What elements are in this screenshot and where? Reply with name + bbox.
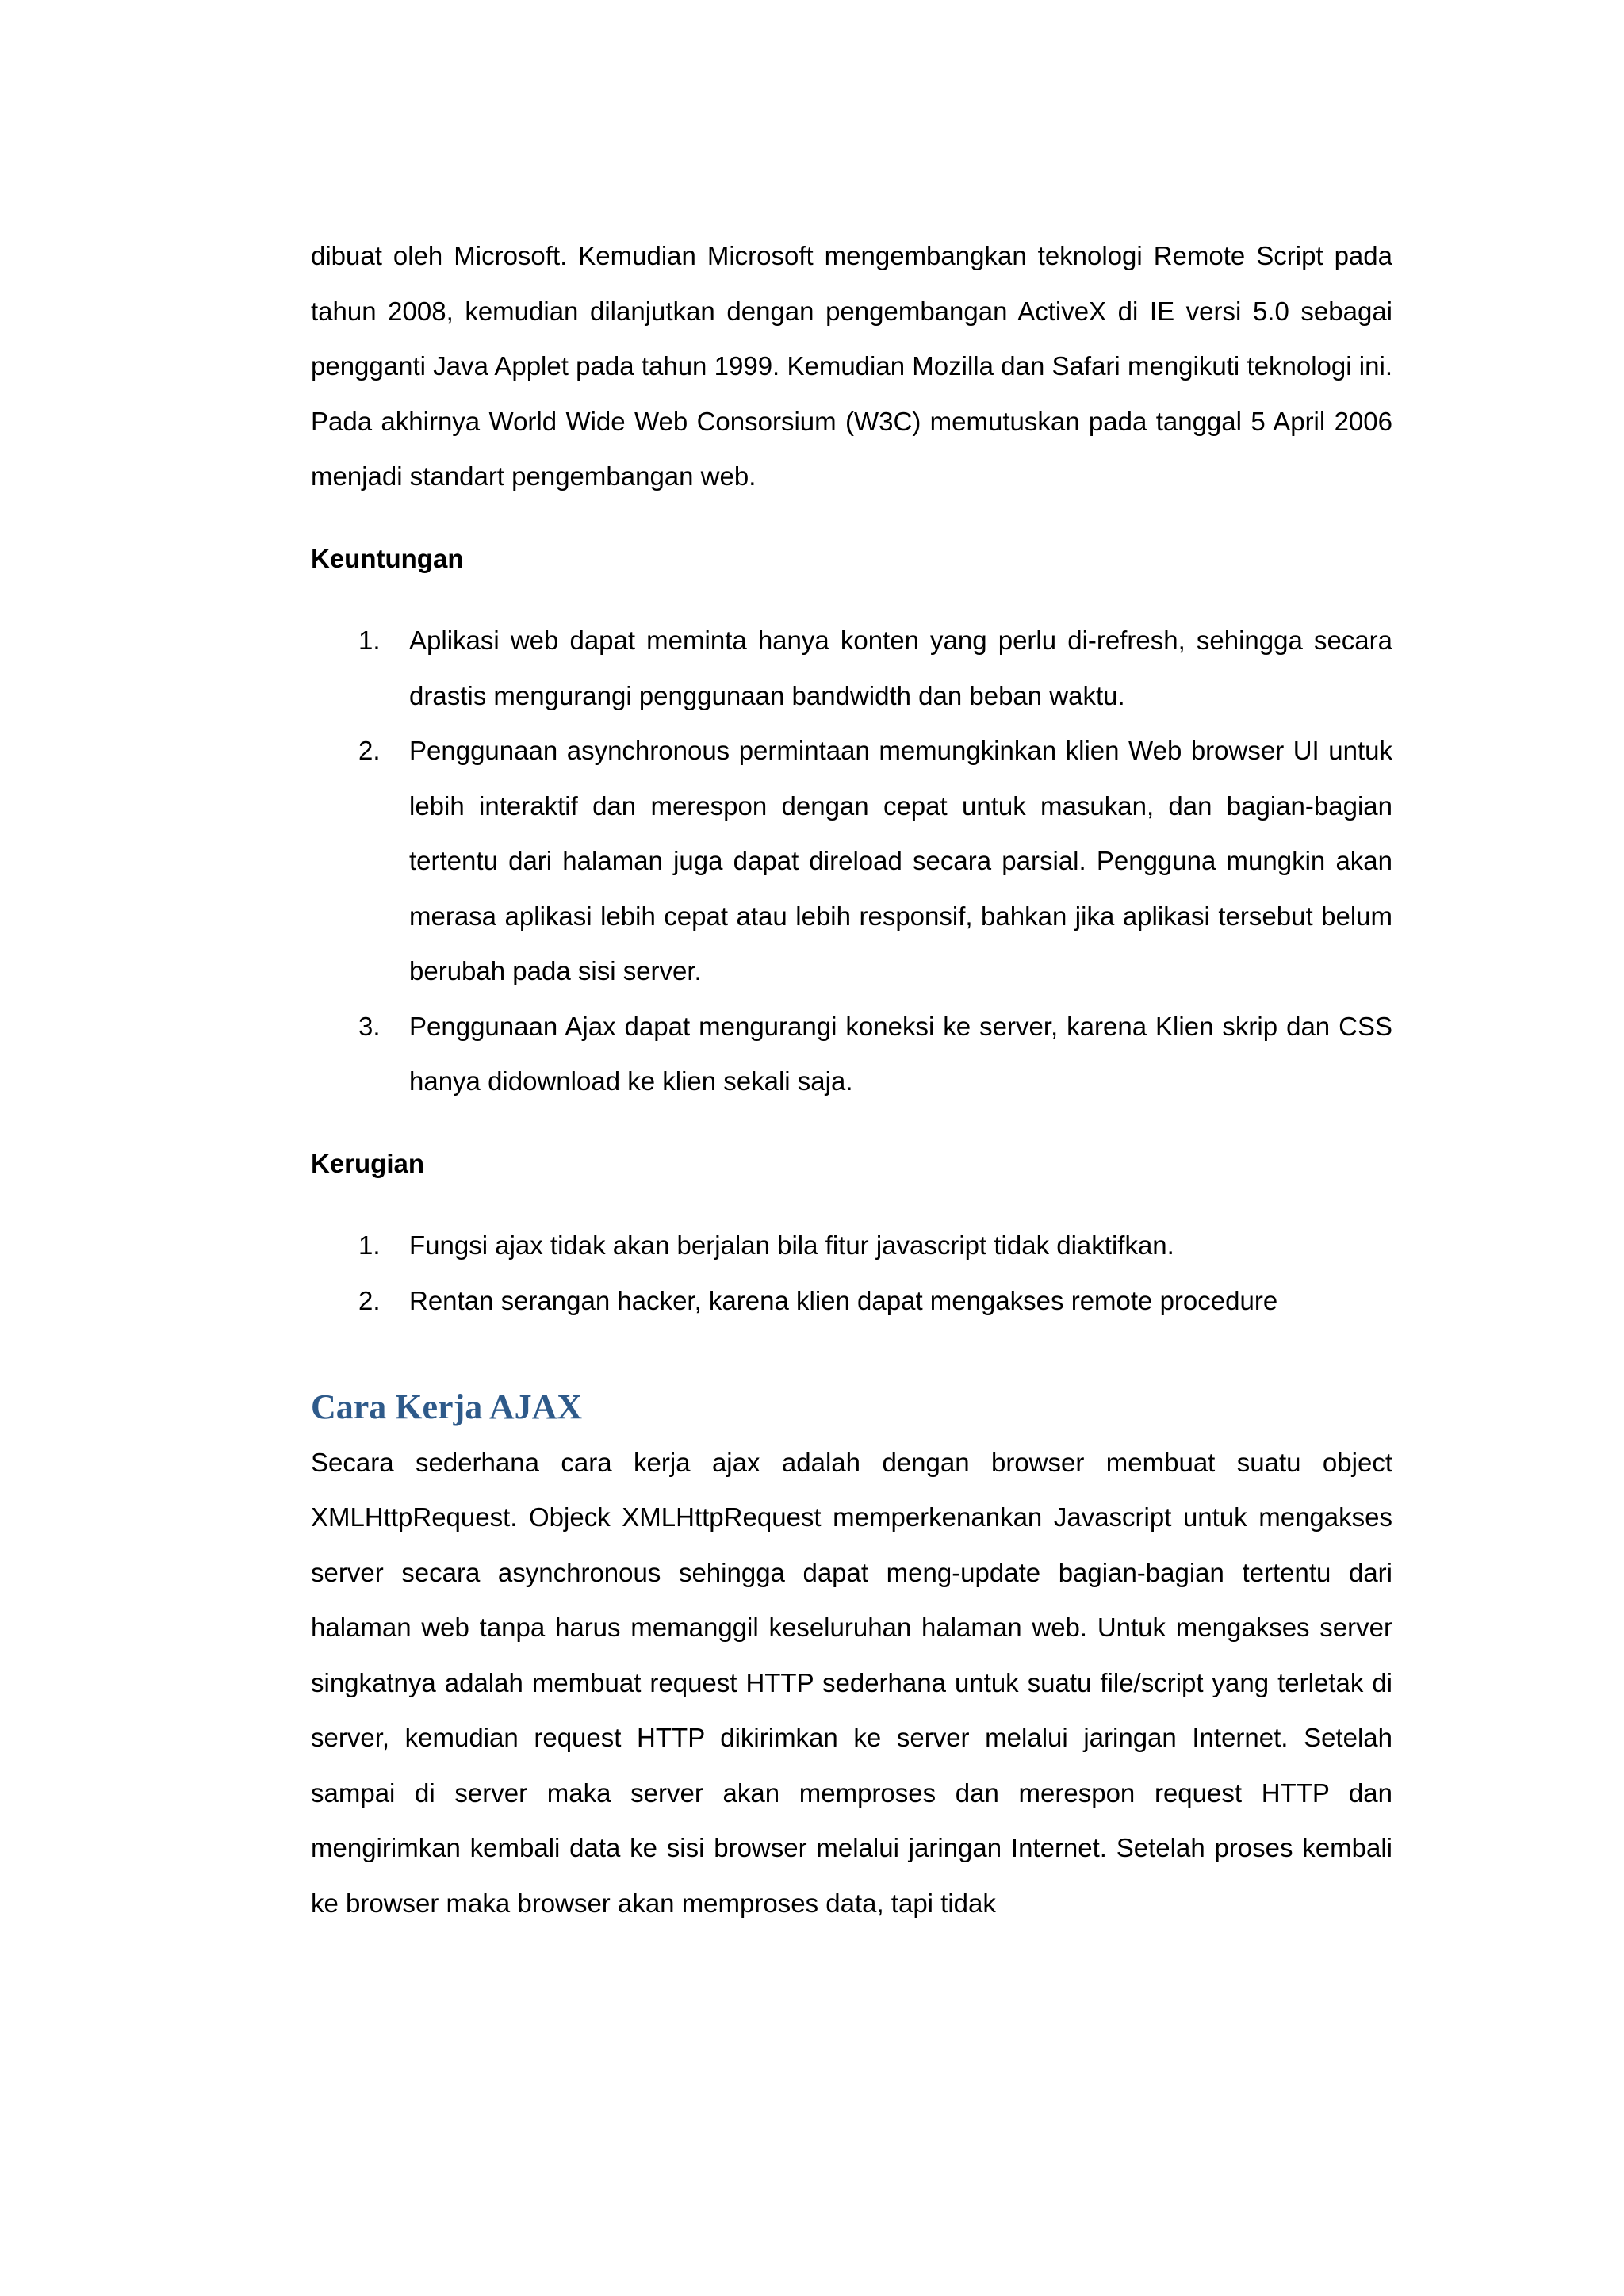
document-page: [311, 228, 1392, 1931]
list-item: [311, 999, 1392, 1109]
cara-kerja-paragraph: Secara sederhana cara kerja ajax adalah dengan browser membuat suatu object XMLHttpRequest. Objeck XMLHttpRequest memperkenankan Javascript untuk mengakses server secara asynchronous sehingga dapat meng-update bagian-bagian tertentu dari halaman web tanpa harus memanggil keseluruhan halaman web. Untuk mengakses server singkatnya adalah membuat request HTTP sederhana untuk suatu file/script yang terletak di server, kemudian request HTTP dikirimkan ke server melalui jaringan Internet. Setelah sampai di server maka server akan memproses dan merespon request HTTP dan mengirimkan kembali data ke sisi browser melalui jaringan Internet. Setelah proses kembali ke browser maka browser akan memproses data, tapi tidak: [311, 1447, 1392, 1918]
list-item: [311, 1273, 1392, 1329]
list-item: [311, 613, 1392, 723]
keuntungan-heading: Keuntungan: [311, 543, 464, 573]
kerugian-heading: Kerugian: [311, 1148, 425, 1178]
list-item-text: Aplikasi web dapat meminta hanya konten yang perlu di-refresh, sehingga secara drastis mengurangi penggunaan bandwidth dan beban waktu.: [409, 626, 1392, 710]
intro-paragraph: dibuat oleh Microsoft. Kemudian Microsoft mengembangkan teknologi Remote Script pada tahun 2008, kemudian dilanjutkan dengan pengembangan ActiveX di IE versi 5.0 sebagai pengganti Java Applet pada tahun 1999. Kemudian Mozilla dan Safari mengikuti teknologi ini. Pada akhirnya World Wide Web Consorsium (W3C) memutuskan pada tanggal 5 April 2006 menjadi standart pengembangan web.: [311, 241, 1392, 491]
list-item-text: Penggunaan asynchronous permintaan memungkinkan klien Web browser UI untuk lebih interaktif dan merespon dengan cepat untuk masukan, dan bagian-bagian tertentu dari halaman juga dapat direload secara parsial. Pengguna mungkin akan merasa aplikasi lebih cepat atau lebih responsif, bahkan jika aplikasi tersebut belum berubah pada sisi server.: [409, 736, 1392, 985]
list-item-text: Penggunaan Ajax dapat mengurangi koneksi ke server, karena Klien skrip dan CSS hanya didownload ke klien sekali saja.: [409, 1011, 1392, 1096]
list-item-number: 3.: [358, 1011, 381, 1041]
kerugian-list: [311, 1218, 1392, 1328]
keuntungan-list: [311, 613, 1392, 1109]
list-item: [311, 723, 1392, 999]
list-item-text: Fungsi ajax tidak akan berjalan bila fitur javascript tidak diaktifkan.: [409, 1230, 1174, 1260]
list-item: [311, 1218, 1392, 1273]
section-title: Cara Kerja AJAX: [311, 1387, 583, 1426]
list-item-text: Rentan serangan hacker, karena klien dapat mengakses remote procedure: [409, 1285, 1278, 1315]
list-item-number: 1.: [358, 626, 381, 655]
list-item-number: 2.: [358, 736, 381, 765]
list-item-number: 2.: [358, 1285, 381, 1315]
list-item-number: 1.: [358, 1230, 381, 1260]
